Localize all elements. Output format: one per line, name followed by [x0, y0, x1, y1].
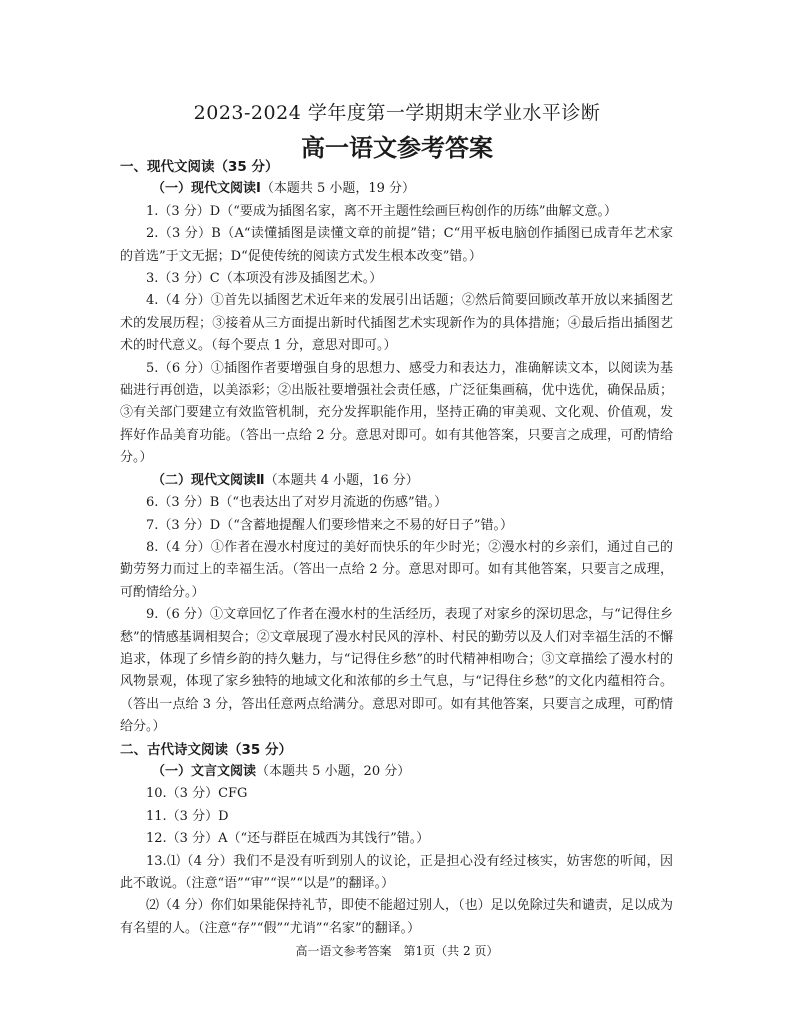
- answer-q5: 5.（6 分）①插图作者要增强自身的思想力、感受力和表达力，准确解读文本，以阅读为基础进行再创造，以美添彩；②出版社要增强社会责任感，广泛征集画稿，优中选优，确保品质；③有关部门要建立有效监管机制，充分发挥职能作用，坚持正确的审美观、文化观、价值观，发挥好作品美育功能。（答出一点给 2 分。意思对即可。如有其他答案，只要言之成理，可酌情给分。）: [120, 360, 673, 466]
- section-heading-classical-reading: 二、古代诗文阅读（35 分）: [120, 741, 292, 758]
- answer-q13-2: ⑵（4 分）你们如果能保持礼节，即使不能超过别人，（也）足以免除过失和谴责，足以成为有名望的人。（注意“存”“假”“尤诮”“名家”的翻译。）: [120, 898, 673, 936]
- answer-q11: 11.（3 分）D: [146, 808, 229, 824]
- subsection-label: （二）现代文阅读Ⅱ: [152, 472, 265, 488]
- subsection-note: （本题共 5 小题，19 分）: [260, 181, 416, 197]
- answer-q7: 7.（3 分）D（“含蓄地提醒人们要珍惜来之不易的好日子”错。）: [146, 517, 514, 533]
- exam-title: 2023-2024 学年度第一学期期末学业水平诊断: [193, 102, 601, 124]
- subsection-note: （本题共 4 小题，16 分）: [264, 472, 419, 488]
- page-footer: 高一语文参考答案 第1页（共 2 页）: [295, 944, 499, 958]
- answer-q9: 9.（6 分）①文章回忆了作者在漫水村的生活经历，表现了对家乡的深切思念，与“记得住乡愁”的情感基调相契合；②文章展现了漫水村民风的淳朴、村民的勤劳以及人们对幸福生活的不懈追求，体现了乡情乡韵的持久魅力，与“记得住乡愁”的时代精神相吻合；③文章描绘了漫水村的风物景观，体现了家乡独特的地域文化和浓郁的乡土气息，与“记得住乡愁”的文化内蕴相符合。（答出一点给 3 分，答出任意两点给满分。意思对即可。如有其他答案，只要言之成理，可酌情给分。）: [120, 607, 673, 735]
- subsection-classical-prose: [120, 761, 673, 783]
- subsection-modern-reading-2: [120, 470, 673, 492]
- answer-q3: 3.（3 分）C（本项没有涉及插图艺术。）: [146, 271, 383, 287]
- answer-q8: 8.（4 分）①作者在漫水村度过的美好而快乐的年少时光；②漫水村的乡亲们，通过自己的勤劳努力而过上的幸福生活。（答出一点给 2 分。意思对即可。如有其他答案，只要言之成理，可酌情给分。）: [120, 539, 673, 600]
- answer-q12: 12.（3 分）A（“还与群臣在城西为其饯行”错。）: [146, 831, 430, 847]
- answer-q4: 4.（4 分）①首先以插图艺术近年来的发展引出话题；②然后简要回顾改革开放以来插图艺术的发展历程；③接着从三方面提出新时代插图艺术实现新作为的具体措施；④最后指出插图艺术的时代意义。（每个要点 1 分，意思对即可。）: [120, 293, 673, 354]
- subsection-label: （一）现代文阅读Ⅰ: [152, 181, 261, 197]
- section-heading-modern-reading: 一、现代文阅读（35 分）: [120, 159, 279, 175]
- answer-content: [120, 156, 673, 940]
- answer-q1: 1.（3 分）D（“要成为插图名家，离不开主题性绘画巨构创作的历练”曲解文意。）: [146, 203, 618, 219]
- subsection-label: （一）文言文阅读: [152, 763, 257, 779]
- answer-q6: 6.（3 分）B（“也表达出了对岁月流逝的伤感”错。）: [146, 495, 448, 511]
- answer-key-title: 高一语文参考答案: [301, 134, 493, 162]
- answer-q2: 2.（3 分）B（A“读懂插图是读懂文章的前提”错；C“用平板电脑创作插图已成青年艺术家的首选”于文无据；D“促使传统的阅读方式发生根本改变”错。）: [120, 226, 673, 264]
- subsection-modern-reading-1: [120, 178, 673, 200]
- answer-q13-1: 13.⑴（4 分）我们不是没有听到别人的议论，正是担心没有经过核实，妨害您的听闻，因此不敢说。（注意“语”“审”“误”“以是”的翻译。）: [120, 853, 673, 891]
- answer-q10: 10.（3 分）CFG: [146, 786, 248, 802]
- subsection-note: （本题共 5 小题，20 分）: [256, 763, 411, 779]
